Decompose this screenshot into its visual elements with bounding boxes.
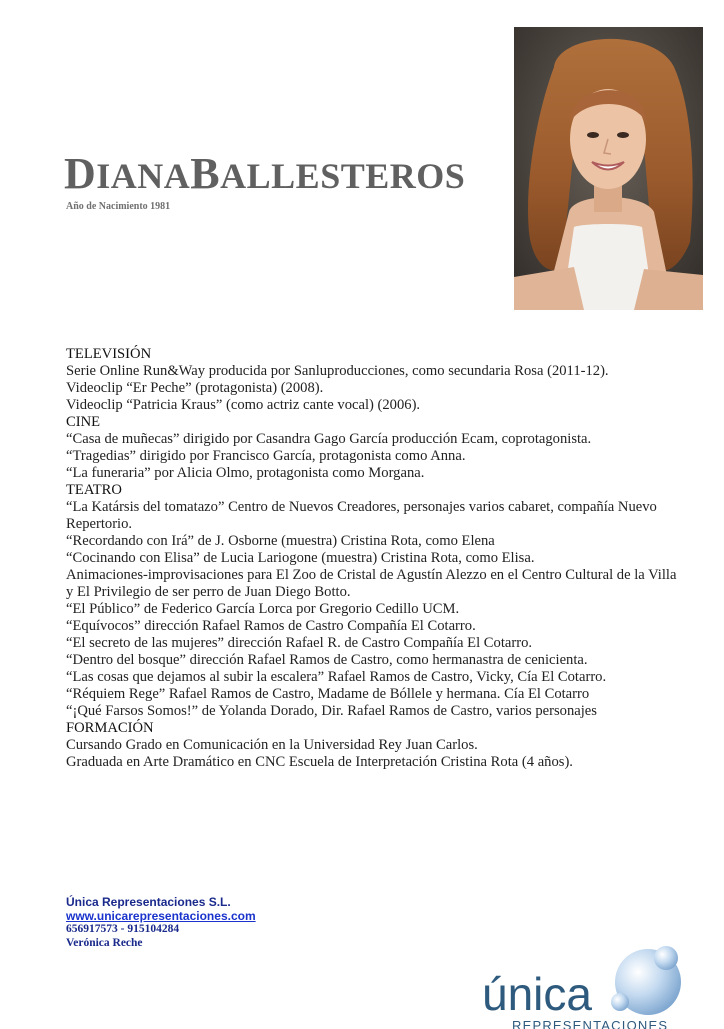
agency-phones: 656917573 - 915104284 (66, 923, 180, 935)
agency-contact (66, 896, 256, 950)
cinema-entry: “La funeraria” por Alicia Olmo, protagonista como Morgana. (66, 465, 425, 481)
theatre-entry: “Réquiem Rege” Rafael Ramos de Castro, Madame de Bóllele y hermana. Cía El Cotarro (66, 686, 590, 702)
television-entry: Videoclip “Er Peche” (protagonista) (2008). (66, 380, 324, 396)
agency-contact-person: Verónica Reche (66, 936, 143, 949)
theatre-entry: “Equívocos” dirección Rafael Ramos de Castro Compañía El Cotarro. (66, 618, 476, 634)
headshot-photo (514, 27, 703, 310)
cinema-entry: “Tragedias” dirigido por Francisco García, protagonista como Anna. (66, 448, 466, 464)
theatre-entry: “Recordando con Irá” de J. Osborne (muestra) Cristina Rota, como Elena (66, 533, 495, 549)
section-heading-television: TELEVISIÓN (66, 346, 152, 362)
logo-subword: REPRESENTACIONES (512, 1018, 669, 1029)
theatre-entry: “Cocinando con Elisa” de Lucia Lariogone (muestra) Cristina Rota, como Elisa. (66, 550, 535, 566)
headshot-illustration (514, 27, 703, 310)
performer-name (64, 149, 466, 198)
theatre-entry: “Dentro del bosque” dirección Rafael Ramos de Castro, como hermanastra de cenicienta. (66, 652, 588, 668)
theatre-entry: “La Katársis del tomatazo” Centro de Nuevos Creadores, personajes varios cabaret, compañía Nuevo Repertorio. (66, 499, 657, 532)
resume-content (66, 346, 686, 771)
section-heading-cinema: CINE (66, 414, 101, 430)
theatre-entry: “El secreto de las mujeres” dirección Rafael R. de Castro Compañía El Cotarro. (66, 635, 533, 651)
name-last-rest: ALLESTEROS (220, 156, 466, 196)
television-entry: Videoclip “Patricia Kraus” (como actriz cante vocal) (2006). (66, 397, 421, 413)
name-first-rest: IANA (96, 156, 191, 196)
theatre-entry: “Las cosas que dejamos al subir la escalera” Rafael Ramos de Castro, Vicky, Cía El Cotarro. (66, 669, 607, 685)
unica-logo-graphic (470, 940, 724, 1029)
section-heading-education: FORMACIÓN (66, 720, 154, 736)
television-entry: Serie Online Run&Way producida por Sanluproducciones, como secundaria Rosa (2011-12). (66, 363, 609, 379)
education-entry: Graduada en Arte Dramático en CNC Escuela de Interpretación Cristina Rota (4 años). (66, 754, 573, 770)
education-entry: Cursando Grado en Comunicación en la Universidad Rey Juan Carlos. (66, 737, 478, 753)
cinema-entry: “Casa de muñecas” dirigido por Casandra Gago García producción Ecam, coprotagonista. (66, 431, 592, 447)
agency-name: Única Representaciones S.L. (66, 895, 231, 909)
logo-wordmark: única (482, 968, 592, 1020)
theatre-entry: “El Público” de Federico García Lorca por Gregorio Cedillo UCM. (66, 601, 460, 617)
theatre-entry: Animaciones-improvisaciones para El Zoo de Cristal de Agustín Alezzo en el Centro Cultural de la Villa y El Privilegio de ser perro de Juan Diego Botto. (66, 567, 677, 600)
name-last-initial: B (190, 149, 221, 198)
theatre-entry: “¡Qué Farsos Somos!” de Yolanda Dorado, Dir. Rafael Ramos de Castro, varios personajes (66, 703, 597, 719)
agency-website-link[interactable]: www.unicarepresentaciones.com (66, 908, 256, 923)
section-heading-theatre: TEATRO (66, 482, 122, 498)
name-first-initial: D (64, 149, 97, 198)
unica-logo (470, 940, 724, 1029)
birth-year: Año de Nacimiento 1981 (66, 201, 171, 212)
